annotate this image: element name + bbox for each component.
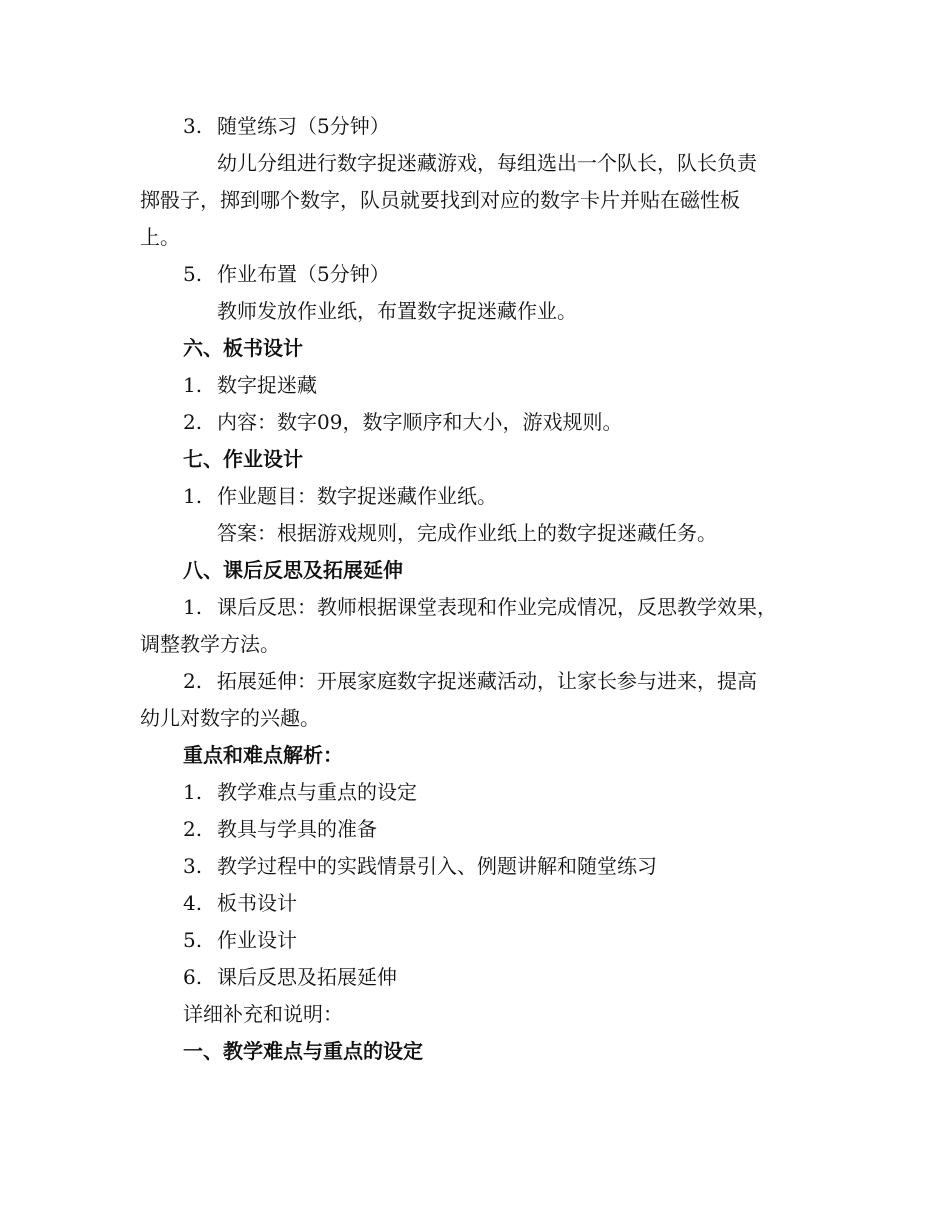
board-item-text: 内容：数字09，数字顺序和大小，游戏规则。: [217, 410, 623, 434]
analysis-item-text: 课后反思及拓展延伸: [217, 965, 397, 989]
analysis-item-text: 教学过程中的实践情景引入、例题讲解和随堂练习: [217, 854, 657, 878]
analysis-item: [183, 926, 297, 954]
section-3-paragraph-line-2: 掷骰子，掷到哪个数字，队员就要找到对应的数字卡片并贴在磁性板: [140, 188, 740, 212]
board-item-number: 2.: [183, 410, 203, 434]
reflection-item-text: 课后反思：教师根据课堂表现和作业完成情况，反思教学效果，: [217, 595, 777, 619]
analysis-item-number: 4.: [183, 891, 203, 915]
analysis-item: [183, 778, 417, 806]
board-item: [183, 408, 622, 436]
board-item: [183, 371, 317, 399]
analysis-item: [183, 963, 397, 991]
homework-item-text: 作业题目：数字捉迷藏作业纸。: [217, 484, 497, 508]
supplement-label: 详细补充和说明：: [183, 1002, 343, 1026]
analysis-item: [183, 889, 297, 917]
reflection-item-text: 拓展延伸：开展家庭数字捉迷藏活动，让家长参与进来，提高: [217, 669, 757, 693]
board-item-text: 数字捉迷藏: [217, 373, 317, 397]
analysis-item-number: 2.: [183, 817, 203, 841]
reflection-item-number: 2.: [183, 669, 203, 693]
homework-item-number: 1.: [183, 484, 203, 508]
analysis-item-number: 1.: [183, 780, 203, 804]
analysis-item-text: 教学难点与重点的设定: [217, 780, 417, 804]
reflection-heading: 八、课后反思及拓展延伸: [183, 558, 403, 582]
homework-answer: 答案：根据游戏规则，完成作业纸上的数字捉迷藏任务。: [217, 521, 717, 545]
reflection-item-1-line-1: [183, 593, 777, 621]
analysis-item: [183, 815, 377, 843]
board-design-heading: 六、板书设计: [183, 336, 303, 360]
analysis-heading: 重点和难点解析：: [183, 743, 343, 767]
section-3-title-text: 随堂练习（5分钟）: [217, 114, 390, 138]
section-3-paragraph-line-3: 上。: [140, 225, 180, 249]
analysis-item-text: 作业设计: [217, 928, 297, 952]
section-3-number: 3.: [183, 114, 203, 138]
section-5-title: [183, 260, 390, 288]
section-5-paragraph: 教师发放作业纸，布置数字捉迷藏作业。: [217, 299, 577, 323]
analysis-item-text: 板书设计: [217, 891, 297, 915]
section-5-number: 5.: [183, 262, 203, 286]
analysis-item-number: 3.: [183, 854, 203, 878]
reflection-item-1-line-2: 调整教学方法。: [140, 632, 280, 656]
board-item-number: 1.: [183, 373, 203, 397]
supplement-heading: 一、教学难点与重点的设定: [183, 1039, 423, 1063]
homework-design-heading: 七、作业设计: [183, 447, 303, 471]
analysis-item-text: 教具与学具的准备: [217, 817, 377, 841]
section-5-title-text: 作业布置（5分钟）: [217, 262, 390, 286]
analysis-item-number: 6.: [183, 965, 203, 989]
analysis-item: [183, 852, 657, 880]
section-3-paragraph-line-1: 幼儿分组进行数字捉迷藏游戏，每组选出一个队长，队长负责: [217, 151, 757, 175]
homework-item: [183, 482, 497, 510]
analysis-item-number: 5.: [183, 928, 203, 952]
reflection-item-2-line-2: 幼儿对数字的兴趣。: [140, 706, 320, 730]
section-3-title: [183, 112, 390, 140]
reflection-item-number: 1.: [183, 595, 203, 619]
reflection-item-2-line-1: [183, 667, 757, 695]
